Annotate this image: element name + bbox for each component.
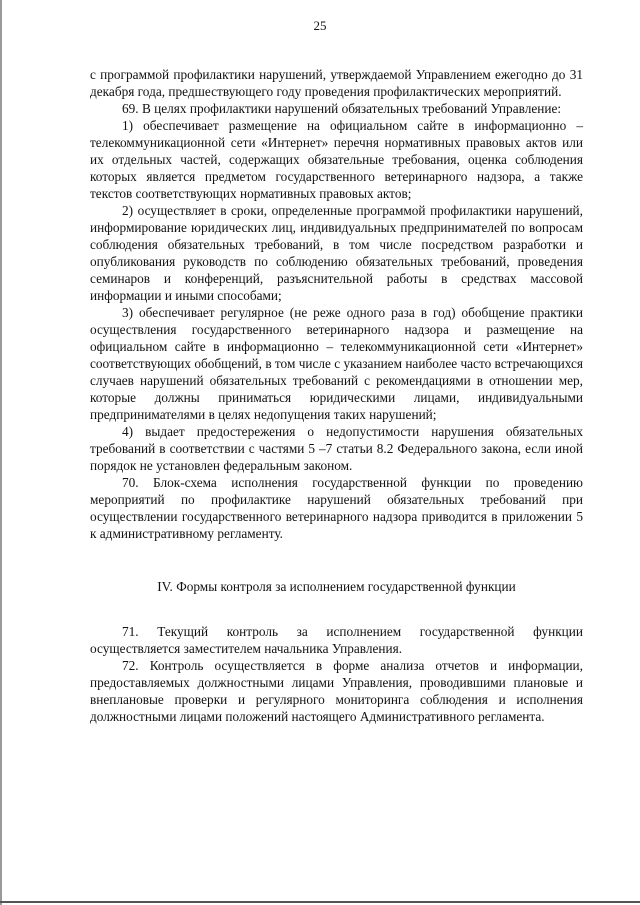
paragraph: с программой профилактики нарушений, утверждаемой Управлением ежегодно до 31 декабря года, предшествующего году проведения профилактических мероприятий. xyxy=(90,67,583,99)
paragraph: 71. Текущий контроль за исполнением государственной функции осуществляется заместителем начальника Управления. xyxy=(90,624,583,656)
paragraph: 69. В целях профилактики нарушений обязательных требований Управление: xyxy=(122,101,562,116)
paragraph: 1) обеспечивает размещение на официальном сайте в информационно – телекоммуникационной сети «Интернет» перечня нормативных правовых актов или их отдельных частей, содержащих обязательные требования, оценка соблюдения которых является предметом государственного ветеринарного надзора, а также текстов соответствующих нормативных правовых актов; xyxy=(90,118,583,201)
paragraph: 70. Блок-схема исполнения государственной функции по проведению мероприятий по профилактике нарушений обязательных требований при осуществлении государственного ветеринарного надзора приводится в приложении 5 к административному регламенту. xyxy=(90,475,583,541)
section-heading: IV. Формы контроля за исполнением государственной функции xyxy=(157,579,516,594)
document-body xyxy=(90,66,583,725)
paragraph: 2) осуществляет в сроки, определенные программой профилактики нарушений, информирование юридических лиц, индивидуальных предпринимателей по вопросам соблюдения обязательных требований, в том числе посредством разработки и опубликования руководств по соблюдению обязательных требований, проведения семинаров и конференций, разъяснительной работы в средствах массовой информации и иными способами; xyxy=(90,203,583,303)
paragraph: 72. Контроль осуществляется в форме анализа отчетов и информации, предоставляемых должностными лицами Управления, проводившими плановые и внеплановые проверки и регулярного мониторинга соблюдения и исполнения должностными лицами положений настоящего Административного регламента. xyxy=(90,658,583,724)
page-number: 25 xyxy=(313,18,327,33)
scan-left-edge xyxy=(0,0,2,905)
paragraph: 4) выдает предостережения о недопустимости нарушения обязательных требований в соответствии с частями 5 –7 статьи 8.2 Федерального закона, если иной порядок не установлен федеральным законом. xyxy=(90,424,583,473)
scan-bottom-edge xyxy=(0,901,640,903)
paragraph: 3) обеспечивает регулярное (не реже одного раза в год) обобщение практики осуществления государственного ветеринарного надзора и размещение на официальном сайте в информационно – телекоммуникационной сети «Интернет» соответствующих обобщений, в том числе с указанием наиболее часто встречающихся случаев нарушений обязательных требований с рекомендациями в отношении мер, которые должны приниматься юридическими лицами, индивидуальными предпринимателями в целях недопущения таких нарушений; xyxy=(90,305,584,422)
